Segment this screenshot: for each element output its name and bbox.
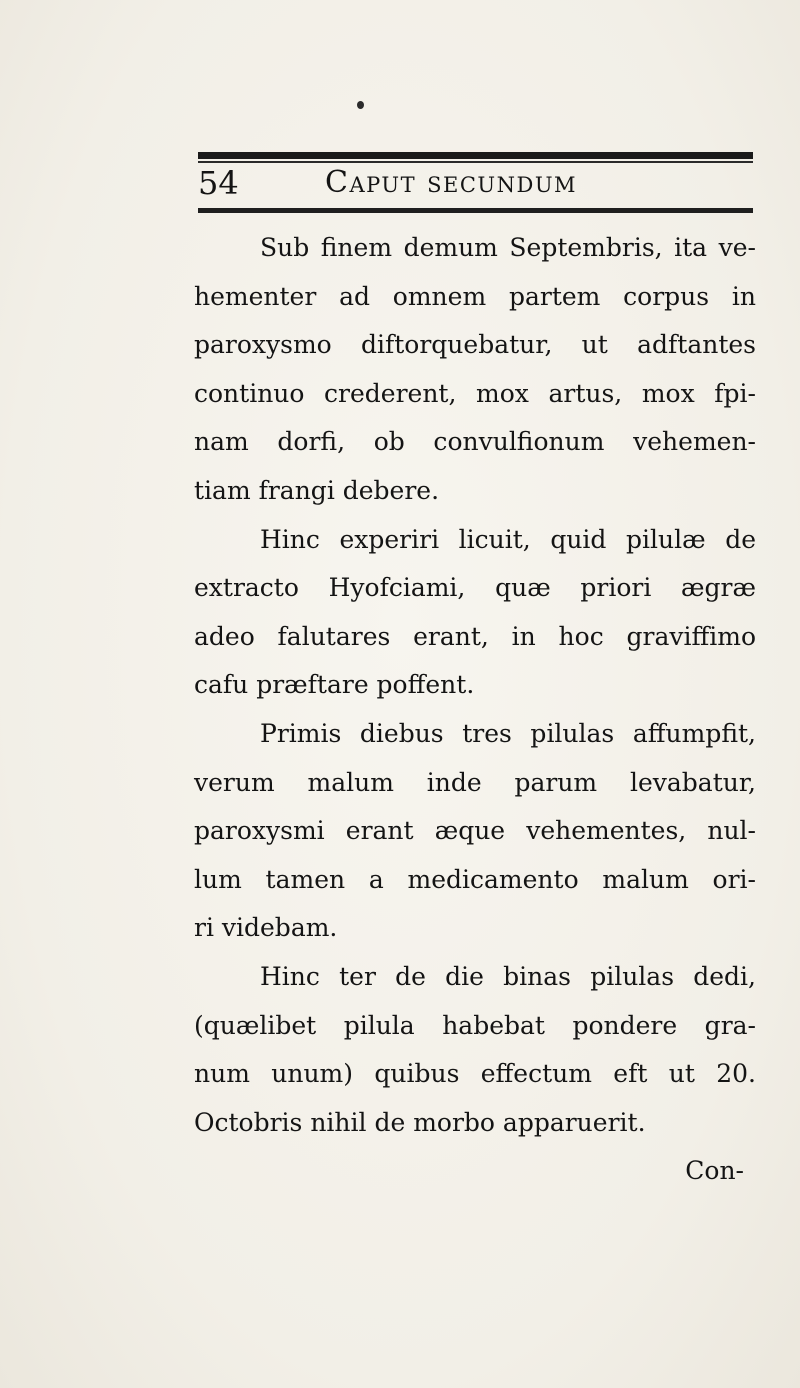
ink-speck [357, 101, 364, 109]
catchword: Con- [685, 1156, 744, 1186]
text-line: ri videbam. [194, 913, 338, 943]
text-line: lum tamen a medicamento malum ori- [194, 864, 756, 894]
text-line: hementer ad omnem partem corpus in [194, 281, 756, 311]
page-number: 54 [198, 164, 239, 202]
text-line: cafu præftare poffent. [194, 670, 475, 700]
text-line: extracto Hyofciami, quæ priori ægræ [194, 573, 756, 603]
page-header [198, 158, 753, 208]
text-line: paroxysmi erant æque vehementes, nul- [194, 816, 756, 846]
running-head: Caput secundum [325, 165, 578, 200]
text-line: verum malum inde parum levabatur, [194, 767, 756, 797]
body-text [194, 224, 756, 1196]
text-line: nam dorfi, ob convulfionum vehemen- [194, 427, 756, 457]
text-line: num unum) quibus effectum eft ut 20. [194, 1059, 756, 1089]
text-line: paroxysmo diftorquebatur, ut adftantes [194, 330, 756, 360]
text-line: Hinc ter de die binas pilulas dedi, [260, 961, 756, 991]
text-line: Octobris nihil de morbo apparuerit. [194, 1107, 646, 1137]
text-line: continuo crederent, mox artus, mox fpi- [194, 378, 756, 408]
text-line: tiam frangi debere. [194, 475, 440, 505]
text-line: Primis diebus tres pilulas affumpfit, [260, 718, 756, 748]
text-line: Hinc experiri licuit, quid pilulæ de [260, 524, 756, 554]
text-line: Sub finem demum Septembris, ita ve- [260, 233, 756, 262]
text-line: (quælibet pilula habebat pondere gra- [194, 1010, 756, 1040]
text-line: adeo falutares erant, in hoc graviffimo [194, 621, 756, 651]
header-rule-bottom [198, 208, 753, 213]
